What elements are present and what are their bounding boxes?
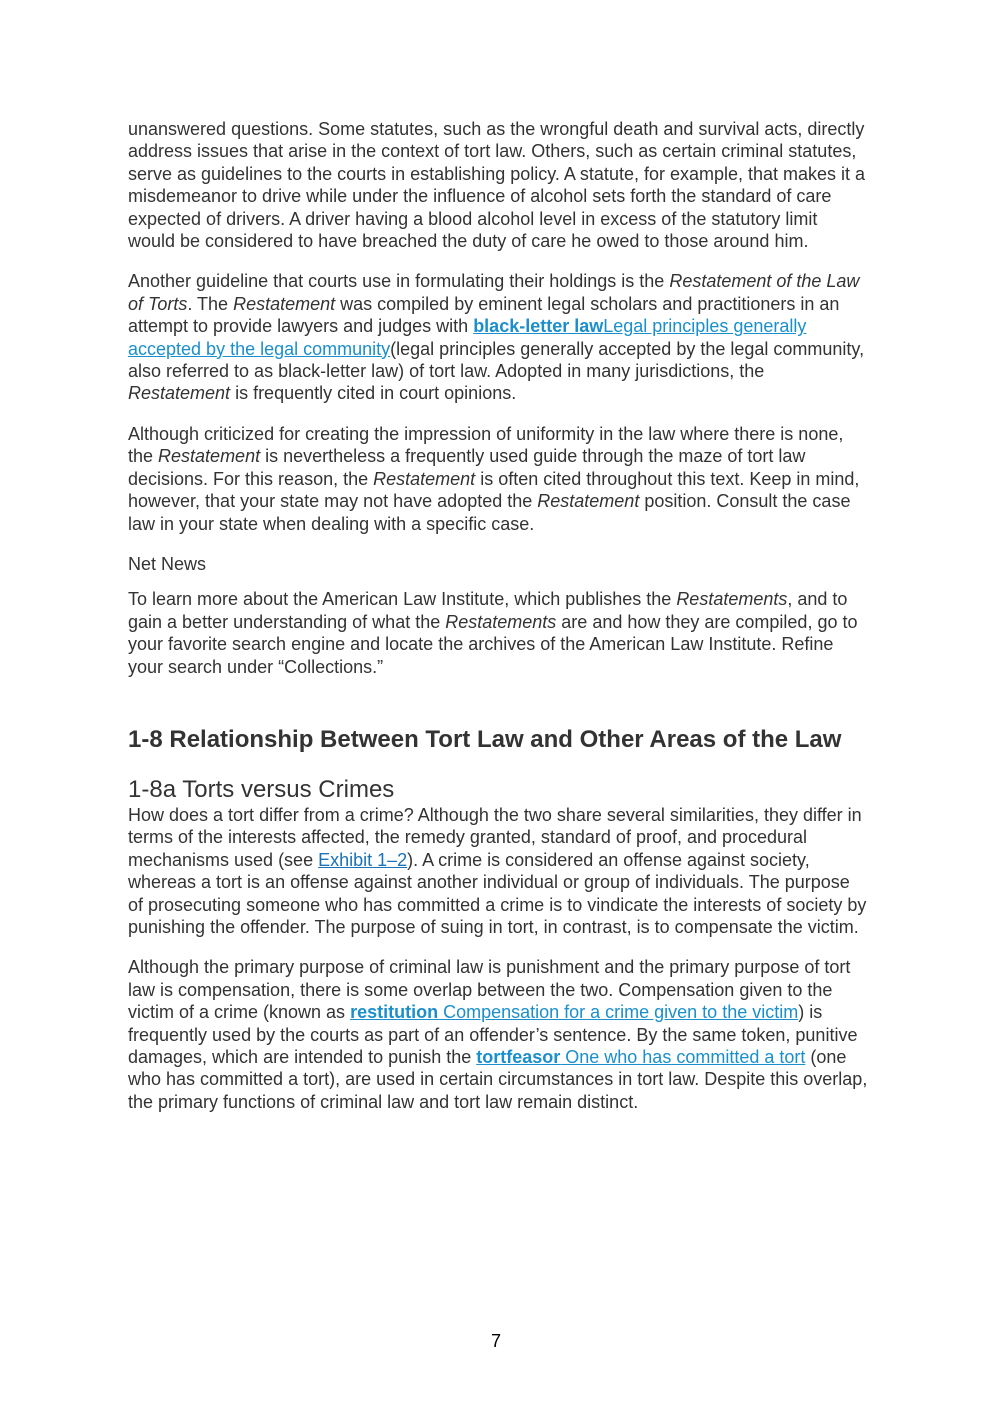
text: (legal principles generally accepted by the legal community, also referred to as black-letter law) of tort law. Adopted in many jurisdictions, the — [128, 338, 865, 382]
text: is frequently cited in court opinions. — [230, 383, 517, 404]
italic-title: Restatement — [233, 293, 336, 314]
text: , and to gain a better understanding of what the — [128, 589, 848, 632]
subsection-heading: 1-8a Torts versus Crimes — [128, 775, 395, 803]
text: Although the primary purpose of criminal law is punishment and the primary purpose of tort law is compensation, there is some overlap between the two. Compensation given to the victim of a crime (known as — [128, 957, 851, 1023]
paragraph-criticism — [128, 423, 868, 535]
text: How does a tort differ from a crime? Although the two share several similarities, they differ in terms of the interests affected, the remedy granted, standard of proof, and procedural mechanisms used (see — [128, 804, 862, 870]
text: is nevertheless a frequently used guide through the maze of tort law decisions. For this reason, the — [128, 446, 806, 489]
page-number: 7 — [490, 1331, 501, 1351]
text: ) is frequently used by the courts as part of an offender’s sentence. By the same token, punitive damages, which are intended to punish the — [128, 1002, 858, 1067]
paragraph-torts-vs-crimes — [128, 804, 868, 938]
italic-title: Restatement — [373, 468, 476, 489]
text: (one who has committed a tort), are used in certain circumstances in tort law. Despite this overlap, the primary functions of criminal law and tort law remain distinct. — [128, 1047, 868, 1112]
glossary-definition: Legal principles generally accepted by the legal community — [128, 316, 807, 359]
glossary-definition: Compensation for a crime given to the victim — [438, 1002, 799, 1023]
glossary-term: restitution — [350, 1002, 439, 1023]
text: are and how they are compiled, go to your favorite search engine and locate the archives of the American Law Institute. Refine your search under “Collections.” — [128, 611, 858, 677]
glossary-term: tortfeasor — [476, 1047, 561, 1067]
glossary-term: black-letter law — [473, 316, 604, 337]
text: . The — [187, 293, 234, 314]
text: was compiled by eminent legal scholars and practitioners in an attempt to provide lawyers and judges with — [128, 293, 840, 337]
text: ). A crime is considered an offense against society, whereas a tort is an offense against another individual or group of individuals. The purpose of prosecuting someone who has committed a crime is to vindicate the interests of society by punishing the offender. The purpose of suing in tort, in contrast, is to compensate the victim. — [128, 849, 867, 937]
section-heading: 1-8 Relationship Between Tort Law and Other Areas of the Law — [128, 725, 842, 753]
glossary-definition: One who has committed a tort — [560, 1047, 806, 1067]
text: Although criticized for creating the impression of uniformity in the law where there is none, the — [128, 423, 844, 467]
paragraph-statutes: unanswered questions. Some statutes, such as the wrongful death and survival acts, directly address issues that arise in the context of tort law. Others, such as certain criminal statutes, serve as guidelines to the courts in establishing policy. A statute, for example, that makes it a misdemeanor to drive while under the influence of alcohol sets forth the standard of care expected of drivers. A driver having a blood alcohol level in excess of the statutory limit would be considered to have breached the duty of care he owed to those around him. — [128, 119, 866, 252]
text: position. Consult the case law in your state when dealing with a specific case. — [128, 491, 851, 534]
glossary-link-tortfeasor[interactable] — [476, 1047, 805, 1067]
text: is often cited throughout this text. Keep in mind, however, that your state may not have adopted the — [128, 468, 860, 512]
italic-title: Restatement — [128, 383, 231, 404]
net-news-label: Net News — [128, 553, 207, 574]
paragraph-net-news — [128, 588, 868, 678]
text: Another guideline that courts use in formulating their holdings is the — [128, 271, 670, 292]
paragraph-restatement — [128, 270, 868, 404]
italic-title: Restatements — [445, 611, 557, 632]
document-page — [128, 118, 868, 1113]
glossary-link-restitution[interactable] — [350, 1002, 798, 1022]
exhibit-link[interactable]: Exhibit 1–2 — [318, 849, 408, 870]
paragraph-overlap — [128, 956, 868, 1113]
italic-title: Restatement — [158, 446, 261, 467]
text: To learn more about the American Law Institute, which publishes the — [128, 589, 677, 610]
italic-title: Restatement of the Law of Torts — [128, 271, 860, 314]
italic-title: Restatements — [676, 589, 788, 610]
italic-title: Restatement — [537, 491, 640, 512]
